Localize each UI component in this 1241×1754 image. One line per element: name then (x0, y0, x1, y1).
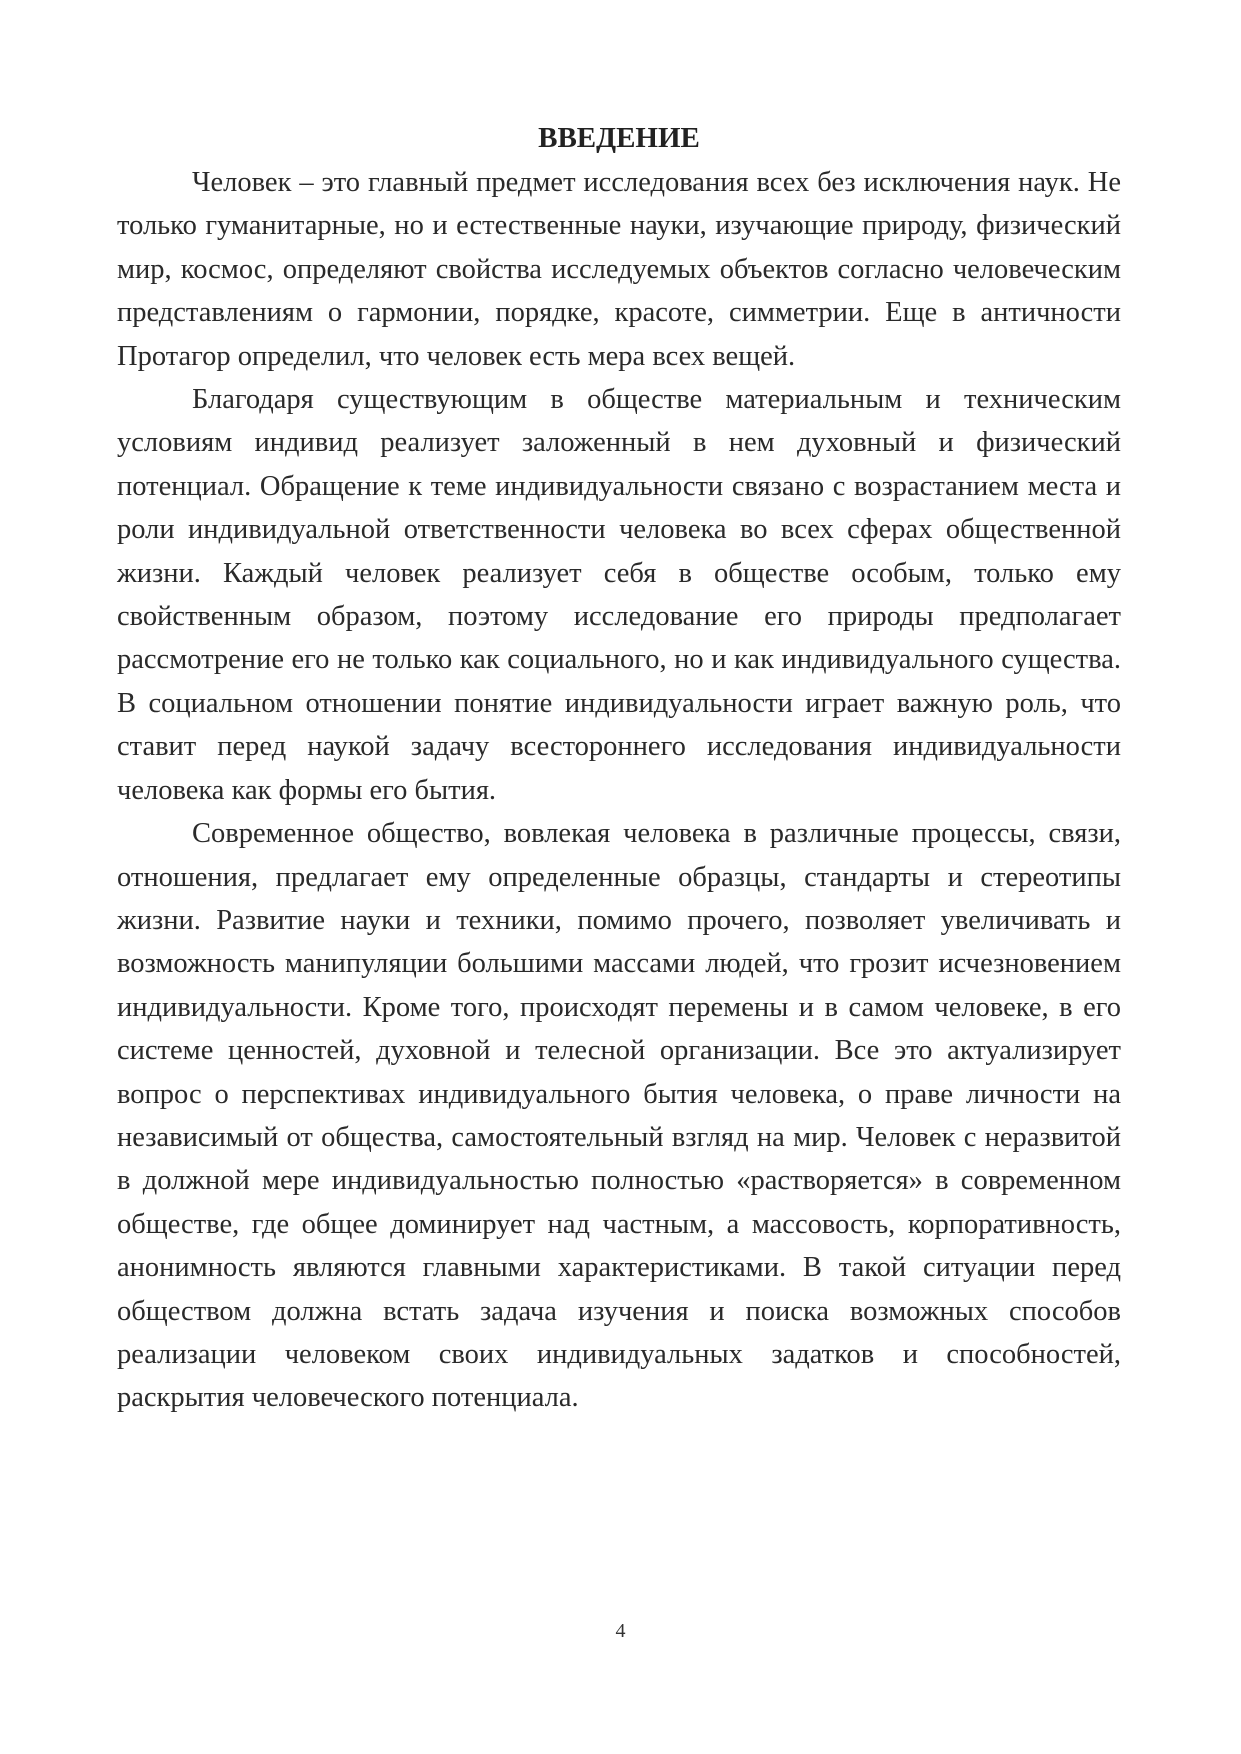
section-title: ВВЕДЕНИЕ (538, 122, 700, 154)
page-number: 4 (615, 1620, 626, 1642)
page-content (117, 116, 1121, 1420)
paragraph-3: Современное общество, вовлекая человека в различные процессы, связи, отношения, предлагает ему определенные образцы, стандарты и стереотипы жизни. Развитие науки и техники, помимо прочего, позволяет увеличивать и возможность манипуляции большими массами людей, что грозит исчезновением индивидуальности. Кроме того, происходят перемены и в самом человеке, в его системе ценностей, духовной и телесной организации. Все это актуализирует вопрос о перспективах индивидуального бытия человека, о праве личности на независимый от общества, самостоятельный взгляд на мир. Человек с неразвитой в должной мере индивидуальностью полностью «растворяется» в современном обществе, где общее доминирует над частным, а массовость, корпоративность, анонимность являются главными характеристиками. В такой ситуации перед обществом должна встать задача изучения и поиска возможных способов реализации человеком своих индивидуальных задатков и способностей, раскрытия человеческого потенциала. (117, 818, 1121, 1414)
paragraph-2: Благодаря существующим в обществе материальным и техническим условиям индивид реализует заложенный в нем духовный и физический потенциал. Обращение к теме индивидуальности связано с возрастанием места и роли индивидуальной ответственности человека во всех сферах общественной жизни. Каждый человек реализует себя в обществе особым, только ему свойственным образом, поэтому исследование его природы предполагает рассмотрение его не только как социального, но и как индивидуального существа. В социальном отношении понятие индивидуальности играет важную роль, что ставит перед наукой задачу всестороннего исследования индивидуальности человека как формы его бытия. (117, 384, 1121, 806)
paragraph-1: Человек – это главный предмет исследования всех без исключения наук. Не только гуманитарные, но и естественные науки, изучающие природу, физический мир, космос, определяют свойства исследуемых объектов согласно человеческим представлениям о гармонии, порядке, красоте, симметрии. Еще в античности Протагор определил, что человек есть мера всех вещей. (117, 167, 1121, 372)
